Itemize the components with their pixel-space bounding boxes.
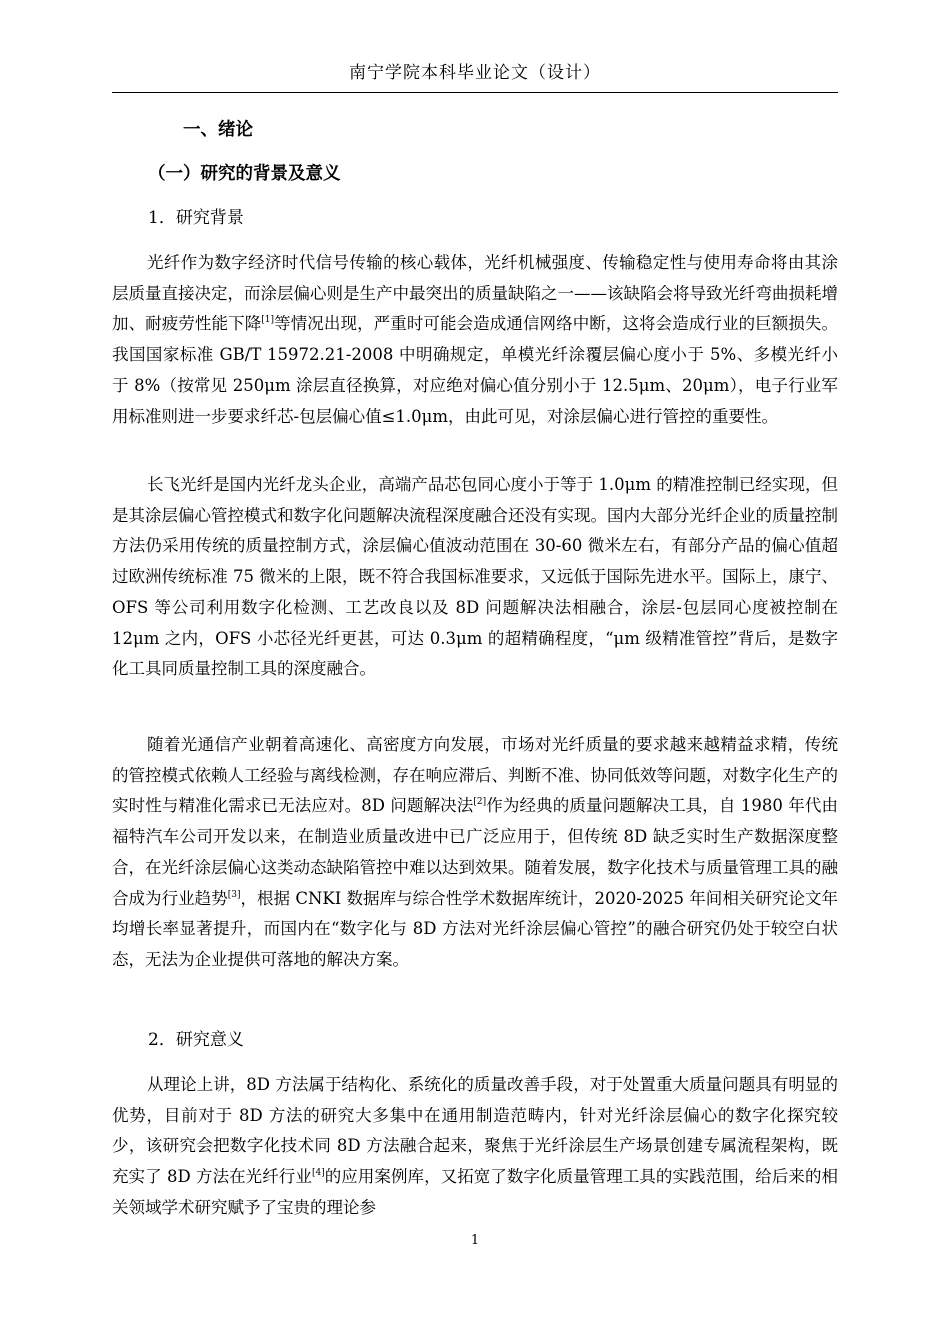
text-run: 作为经典的质量问题解决工具，自 1980 年代由福特汽车公司开发以来，在制造业质量改进中已广泛应用于，但传统 8D 缺乏实时生产数据深度整合，在光纤涂层偏心这类动态缺陷管控中难以达到效果。随着发展，数字化技术与质量管理工具的融合成为行业趋势 xyxy=(112,796,838,908)
citation-ref[interactable]: [1] xyxy=(261,315,275,326)
page-number: 1 xyxy=(470,1233,480,1248)
text-run: 的应用案例库，又拓宽了数字化质量管理工具的实践范围，给后来的相关领域学术研究赋予了宝贵的理论参 xyxy=(112,1167,839,1217)
text-run: 随着光通信产业朝着高速化、高密度方向发展，市场对光纤质量的要求越来越精益求精，传统的管控模式依赖人工经验与离线检测，存在响应滞后、判断不准、协同低效等问题，对数字化生产的实时性与精准化需求已无法应对。8D 问题解决法 xyxy=(112,735,838,816)
header-rule xyxy=(112,92,838,93)
citation-ref[interactable]: [4] xyxy=(311,1168,325,1179)
section-heading: （一）研究的背景及意义 xyxy=(148,164,341,184)
citation-ref[interactable]: [2] xyxy=(473,797,487,808)
page-header-title: 南宁学院本科毕业论文（设计） xyxy=(349,63,601,83)
text-run: ，根据 CNKI 数据库与综合性学术数据库统计，2020-2025 年间相关研究论文年均增长率显著提升，而国内在“数字化与 8D 方法对光纤涂层偏心管控”的融合研究仍处于较空白状态，无法为企业提供可落地的解决方案。 xyxy=(112,888,839,969)
citation-ref[interactable]: [3] xyxy=(227,889,241,900)
subsection-heading-significance: 2．研究意义 xyxy=(148,1030,244,1050)
paragraph-background-1 xyxy=(112,248,838,432)
text-run: 从理论上讲，8D 方法属于结构化、系统化的质量改善手段，对于处置重大质量问题具有明显的优势，目前对于 8D 方法的研究大多集中在通用制造范畴内，针对光纤涂层偏心的数字化探究较少，该研究会把数字化技术同 8D 方法融合起来，聚焦于光纤涂层生产场景创建专属流程架构，既充实了 8D 方法在光纤行业 xyxy=(112,1075,838,1187)
text-run: 等情况出现，严重时可能会造成通信网络中断，这将会造成行业的巨额损失。我国国家标准 GB/T 15972.21-2008 中明确规定，单模光纤涂覆层偏心度小于 5%、多模光纤小于 8%（按常见 250μm 涂层直径换算，对应绝对偏心值分别小于 12.5μm、20μm），电子行业军用标准则进一步要求纤芯-包层偏心值≤1.0μm，由此可见，对涂层偏心进行管控的重要性。 xyxy=(112,314,839,426)
subsection-heading-background: 1．研究背景 xyxy=(148,208,244,228)
chapter-heading: 一、绪论 xyxy=(183,120,253,140)
paragraph-background-3 xyxy=(112,730,838,976)
paragraph-significance-1 xyxy=(112,1070,838,1224)
paragraph-background-2: 长飞光纤是国内光纤龙头企业，高端产品芯包同心度小于等于 1.0μm 的精准控制已经实现，但是其涂层偏心管控模式和数字化问题解决流程深度融合还没有实现。国内大部分光纤企业的质量控制方法仍采用传统的质量控制方式，涂层偏心值波动范围在 30-60 微米左右，有部分产品的偏心值超过欧洲传统标准 75 微米的上限，既不符合我国标准要求，又远低于国际先进水平。国际上，康宁、OFS 等公司利用数字化检测、工艺改良以及 8D 问题解决法相融合，涂层-包层同心度被控制在 12μm 之内，OFS 小芯径光纤更甚，可达 0.3μm 的超精确程度，“μm 级精准管控”背后，是数字化工具同质量控制工具的深度融合。 xyxy=(112,475,838,679)
text-run: 光纤作为数字经济时代信号传输的核心载体，光纤机械强度、传输稳定性与使用寿命将由其涂层质量直接决定，而涂层偏心则是生产中最突出的质量缺陷之一——该缺陷会将导致光纤弯曲损耗增加、耐疲劳性能下降 xyxy=(112,253,838,334)
